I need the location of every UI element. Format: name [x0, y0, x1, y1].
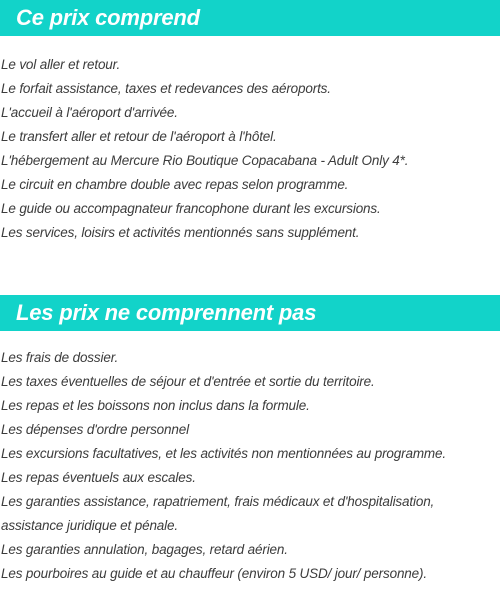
list-item: Les pourboires au guide et au chauffeur (environ 5 USD/ jour/ personne). — [1, 566, 427, 581]
list-item: Le guide ou accompagnateur francophone durant les excursions. — [1, 201, 381, 216]
list-item: assistance juridique et pénale. — [1, 518, 178, 533]
list-item: Les garanties annulation, bagages, retard aérien. — [1, 542, 288, 557]
list-item: Le circuit en chambre double avec repas selon programme. — [1, 177, 349, 192]
excluded-section — [0, 295, 500, 586]
list-item: Les garanties assistance, rapatriement, frais médicaux et d'hospitalisation, — [1, 494, 435, 509]
excluded-banner — [0, 295, 500, 331]
list-item: Les repas et les boissons non inclus dans la formule. — [1, 398, 310, 413]
excluded-list — [0, 346, 500, 586]
list-item: Les services, loisirs et activités mentionnés sans supplément. — [1, 225, 360, 240]
included-title: Ce prix comprend — [16, 5, 200, 30]
list-item: L'hébergement au Mercure Rio Boutique Copacabana - Adult Only 4*. — [1, 153, 409, 168]
included-list — [0, 53, 500, 245]
list-item: Les repas éventuels aux escales. — [1, 470, 196, 485]
list-item: Les taxes éventuelles de séjour et d'entrée et sortie du territoire. — [1, 374, 375, 389]
excluded-title: Les prix ne comprennent pas — [16, 300, 317, 325]
list-item: Les excursions facultatives, et les activités non mentionnées au programme. — [1, 446, 446, 461]
included-banner — [0, 0, 500, 36]
list-item: Les frais de dossier. — [1, 350, 119, 365]
list-item: Les dépenses d'ordre personnel — [1, 422, 189, 437]
list-item: Le transfert aller et retour de l'aéroport à l'hôtel. — [1, 129, 277, 144]
list-item: Le vol aller et retour. — [1, 57, 121, 72]
list-item: L'accueil à l'aéroport d'arrivée. — [1, 105, 178, 120]
included-section — [0, 0, 500, 245]
list-item: Le forfait assistance, taxes et redevances des aéroports. — [1, 81, 331, 96]
